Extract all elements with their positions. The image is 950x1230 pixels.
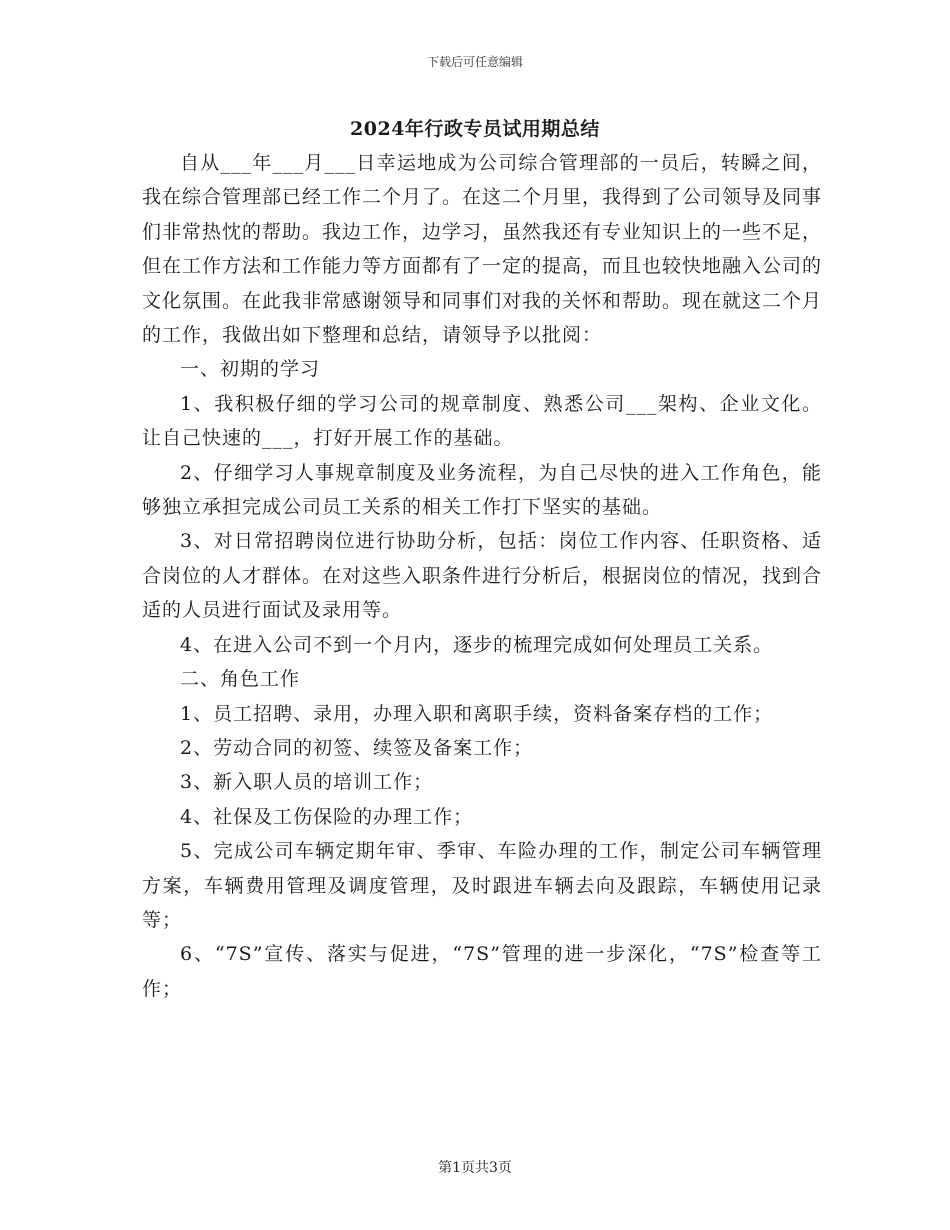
paragraph-learning-2: 2、仔细学习人事规章制度及业务流程，为自己尽快的进入工作角色，能够独立承担完成公司员工关系的相关工作打下坚实的基础。: [142, 461, 822, 519]
paragraph-role-4: 4、社保及工伤保险的办理工作；: [180, 805, 474, 828]
paragraph-learning-4: 4、在进入公司不到一个月内，逐步的梳理完成如何处理员工关系。: [180, 633, 774, 656]
paragraph-role-6: 6、“7S”宣传、落实与促进，“7S”管理的进一步深化，“7S”检查等工作；: [142, 943, 822, 1000]
paragraph-role-3: 3、新入职人员的培训工作；: [180, 771, 434, 794]
section-heading-role: 二、角色工作: [180, 668, 301, 691]
page-number: 第1页共3页: [438, 1160, 512, 1176]
paragraph-role-2: 2、劳动合同的初签、续签及备案工作；: [180, 736, 534, 759]
document-body: [142, 146, 822, 1006]
paragraph-role-1: 1、员工招聘、录用，办理入职和离职手续，资料备案存档的工作；: [180, 702, 774, 725]
document-title: 2024年行政专员试用期总结: [350, 118, 600, 140]
section-heading-learning: 一、初期的学习: [180, 358, 321, 381]
paragraph-role-5: 5、完成公司车辆定期年审、季审、车险办理的工作，制定公司车辆管理方案，车辆费用管理及调度管理，及时跟进车辆去向及跟踪，车辆使用记录等；: [142, 840, 822, 931]
paragraph-learning-1: 1、我积极仔细的学习公司的规章制度、熟悉公司___架构、企业文化。让自己快速的___，打好开展工作的基础。: [142, 392, 822, 450]
paragraph-intro: 自从___年___月___日幸运地成为公司综合管理部的一员后，转瞬之间，我在综合管理部已经工作二个月了。在这二个月里，我得到了公司领导及同事们非常热忱的帮助。我边工作，边学习，虽然我还有专业知识上的一些不足，但在工作方法和工作能力等方面都有了一定的提高，而且也较快地融入公司的文化氛围。在此我非常感谢领导和同事们对我的关怀和帮助。现在就这二个月的工作，我做出如下整理和总结，请领导予以批阅：: [142, 152, 823, 347]
page-header-note: 下载后可任意编辑: [426, 55, 523, 69]
paragraph-learning-3: 3、对日常招聘岗位进行协助分析，包括：岗位工作内容、任职资格、适合岗位的人才群体。在对这些入职条件进行分析后，根据岗位的情况，找到合适的人员进行面试及录用等。: [142, 530, 823, 622]
